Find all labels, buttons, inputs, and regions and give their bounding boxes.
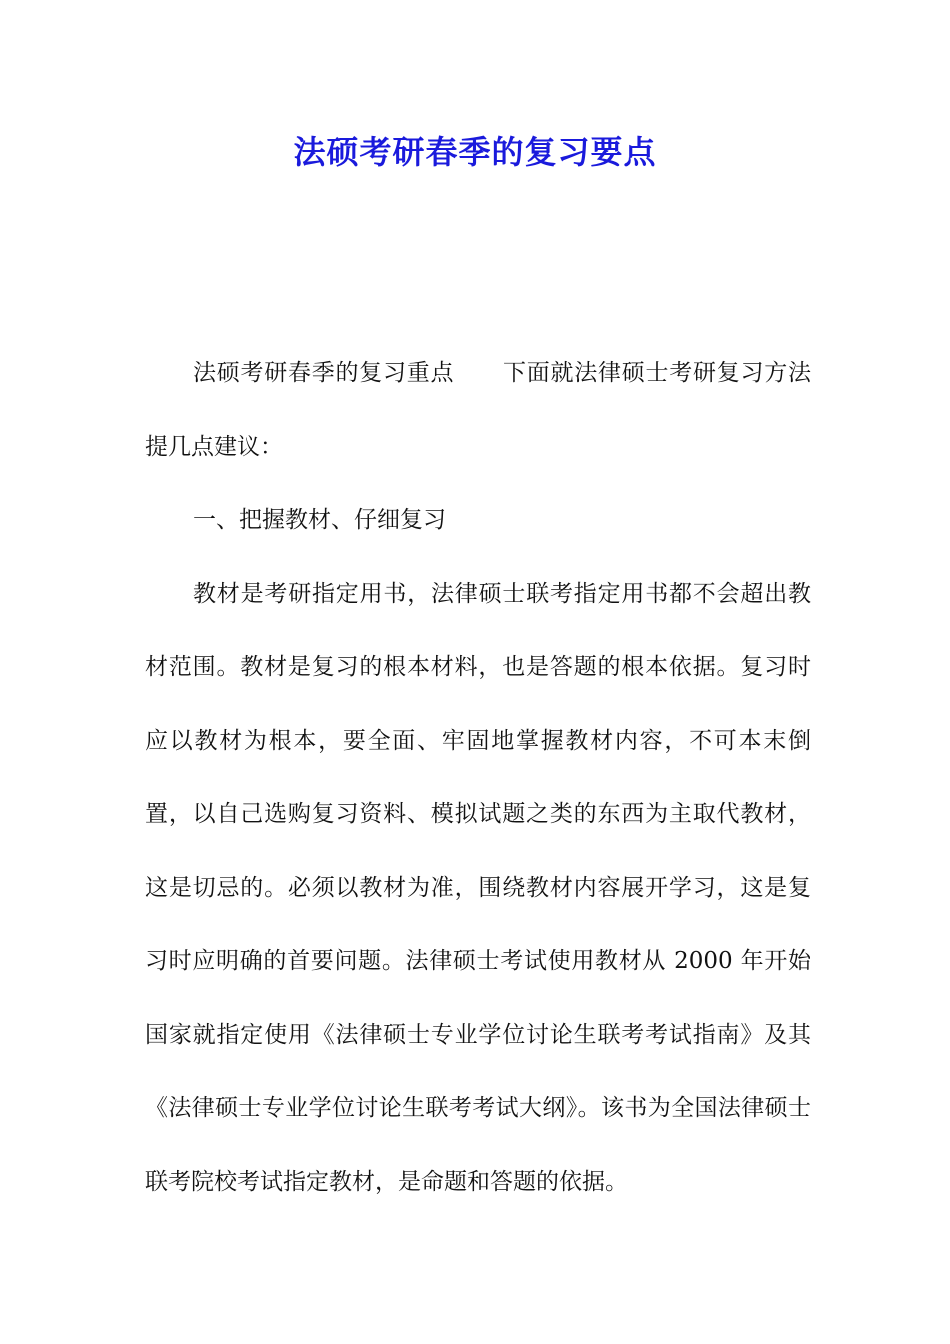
intro-paragraph (145, 337, 811, 484)
section-body-paragraph: 教材是考研指定用书，法律硕士联考指定用书都不会超出教材范围。教材是复习的根本材料，也是答题的根本依据。复习时应以教材为根本，要全面、牢固地掌握教材内容，不可本末倒置，以自己选购复习资料、模拟试题之类的东西为主取代教材，这是切忌的。必须以教材为准，围绕教材内容展开学习，这是复习时应明确的首要问题。法律硕士考试使用教材从 2000 年开始国家就指定使用《法律硕士专业学位讨论生联考考试指南》及其《法律硕士专业学位讨论生联考考试大纲》。该书为全国法律硕士联考院校考试指定教材，是命题和答题的依据。 (145, 580, 811, 1195)
section-heading: 一、把握教材、仔细复习 (193, 507, 446, 533)
document-body (145, 337, 811, 1219)
intro-part2: 下面就法律硕士考研复习方法提几点建议： (145, 360, 811, 460)
document-title: 法硕考研春季的复习要点 (293, 133, 657, 171)
intro-part1: 法硕考研春季的复习重点 (193, 360, 455, 386)
